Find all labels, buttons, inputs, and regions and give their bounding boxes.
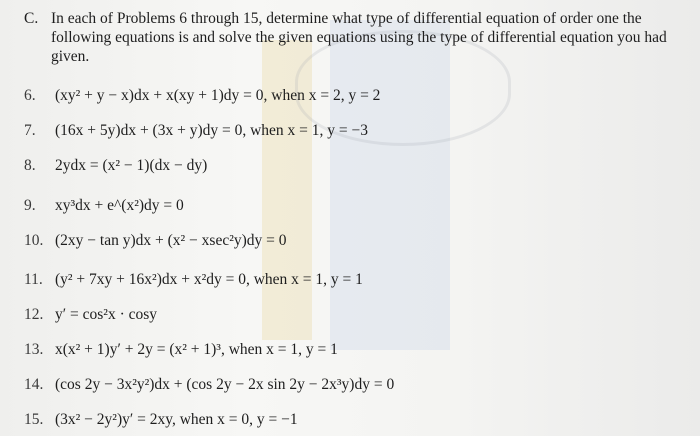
problem-equation: 2ydx = (x² − 1)(dx − dy)	[55, 157, 208, 174]
instructions-text: In each of Problems 6 through 15, determine what type of differential equation of order one the following equations is and solve the given equations using the type of differential equation you had given.	[51, 10, 667, 65]
problem-13	[24, 338, 338, 362]
problem-number: 7.	[24, 122, 36, 139]
problem-number: 13.	[24, 341, 44, 358]
problem-equation: (xy² + y − x)dx + x(xy + 1)dy = 0, when x = 2, y = 2	[55, 87, 381, 104]
problem-equation: (3x² − 2y²)y′ = 2xy, when x = 0, y = −1	[55, 411, 298, 428]
problem-15	[24, 408, 298, 432]
problem-equation: (2xy − tan y)dx + (x² − xsec²y)dy = 0	[55, 232, 287, 249]
problem-number: 15.	[24, 411, 44, 428]
section-letter: C.	[24, 10, 39, 27]
problem-equation: (16x + 5y)dx + (3x + y)dy = 0, when x = 1, y = −3	[55, 122, 369, 139]
problem-number: 9.	[24, 197, 36, 214]
problem-number: 6.	[24, 87, 36, 104]
problem-equation: x(x² + 1)y′ + 2y = (x² + 1)³, when x = 1, y = 1	[55, 341, 338, 358]
problem-9	[24, 194, 184, 218]
problem-equation: y′ = cos²x · cosy	[55, 306, 158, 323]
problem-6	[24, 84, 380, 108]
problem-number: 11.	[24, 271, 43, 288]
problem-equation: (y² + 7xy + 16x²)dx + x²dy = 0, when x = 1, y = 1	[55, 271, 363, 288]
problem-number: 12.	[24, 306, 44, 323]
problem-8	[24, 154, 207, 178]
problem-10	[24, 229, 287, 253]
problem-number: 14.	[24, 376, 44, 393]
problem-7	[24, 119, 368, 143]
problem-number: 10.	[24, 232, 44, 249]
problem-equation: (cos 2y − 3x²y²)dx + (cos 2y − 2x sin 2y − 2x³y)dy = 0	[55, 376, 395, 393]
problem-number: 8.	[24, 157, 36, 174]
problem-equation: xy³dx + e^(x²)dy = 0	[55, 197, 184, 214]
problem-12	[24, 303, 157, 327]
problem-11	[24, 268, 363, 292]
problem-14	[24, 373, 394, 397]
